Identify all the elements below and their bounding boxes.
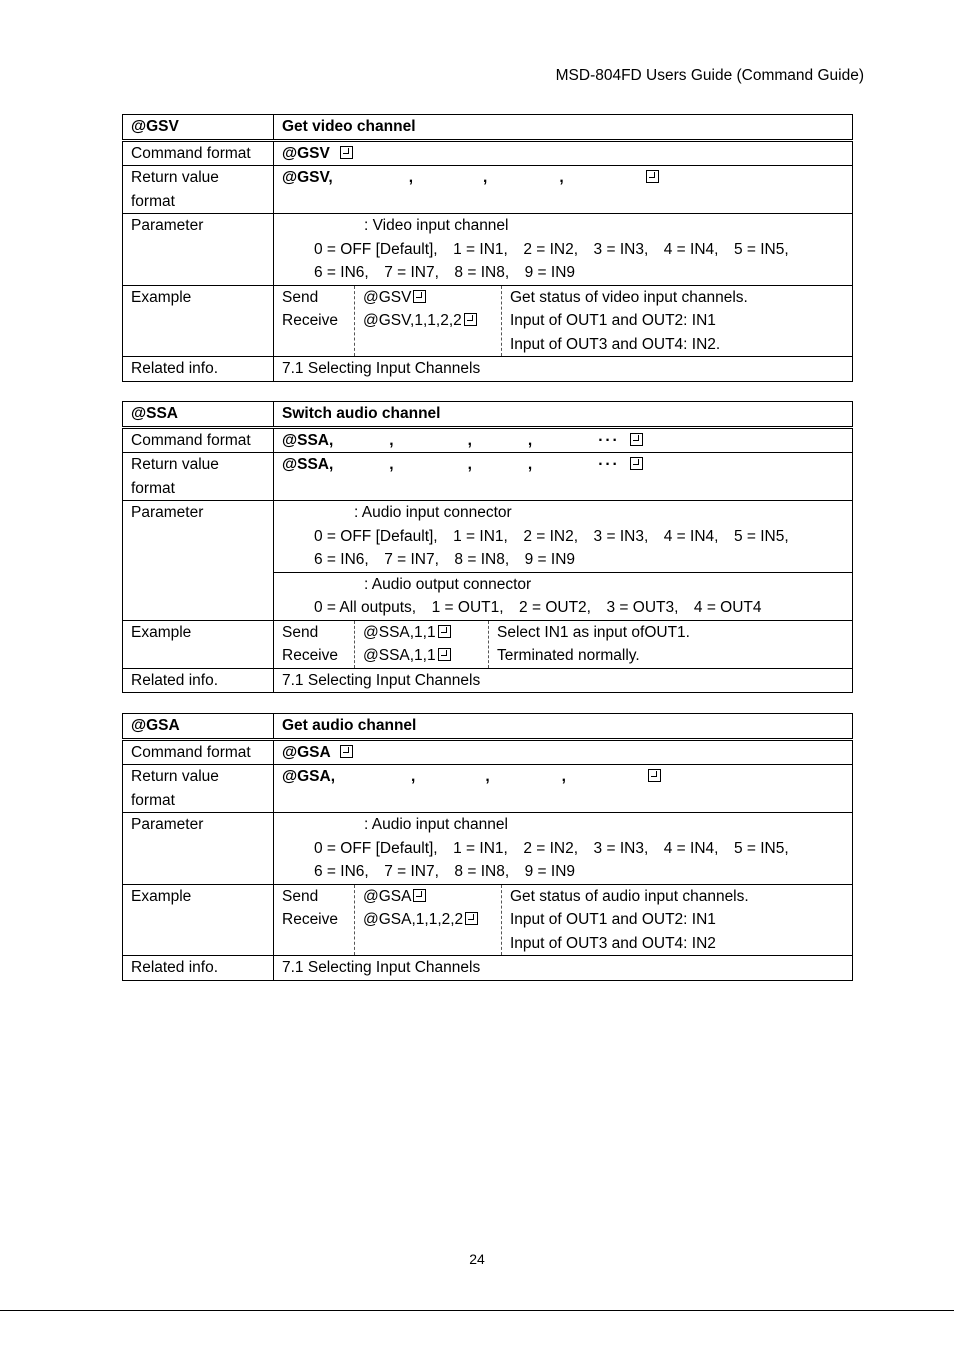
- ssa-param1-values-1: 0 = OFF [Default], 1 = IN1, 2 = IN2, 3 = IN3, 4 = IN4, 5 = IN5,: [314, 527, 789, 545]
- comma: ,: [467, 456, 472, 473]
- return-key-icon: [340, 146, 353, 159]
- gsv-param-values-2: 6 = IN6, 7 = IN7, 8 = IN8, 9 = IN9: [314, 264, 576, 281]
- gsv-parameter: [274, 214, 853, 286]
- example-label: Example: [123, 884, 274, 956]
- ssa-example-send: @SSA,1,1: [363, 623, 436, 641]
- return-key-icon: [438, 648, 451, 661]
- gsv-param-desc: : Video input channel: [364, 217, 509, 234]
- return-key-icon: [464, 313, 477, 326]
- ssa-parameter-output: [274, 572, 853, 620]
- gsa-param-desc: : Audio input channel: [364, 816, 508, 833]
- ssa-param2-values-1: 0 = All outputs, 1 = OUT1, 2 = OUT2, 3 = OUT3, 4 = OUT4: [314, 599, 762, 616]
- comma: ,: [559, 169, 564, 186]
- page-number: 24: [469, 1251, 485, 1267]
- parameter-label: Parameter: [123, 214, 274, 286]
- ssa-return-format: [274, 453, 853, 501]
- command-format-label: Command format: [123, 140, 274, 166]
- gsa-param-values-2: 6 = IN6, 7 = IN7, 8 = IN8, 9 = IN9: [314, 863, 576, 880]
- gsa-param-values-1: 0 = OFF [Default], 1 = IN1, 2 = IN2, 3 = IN3, 4 = IN4, 5 = IN5,: [314, 839, 789, 857]
- comma: ,: [527, 456, 533, 473]
- return-value-label-line1: Return value: [131, 456, 219, 473]
- gsv-example-receive: @GSV,1,1,2,2: [363, 312, 462, 329]
- gsv-example-desc-3: Input of OUT3 and OUT4: IN2.: [510, 335, 721, 353]
- ellipsis: ···: [598, 456, 620, 473]
- ssa-command-format: [274, 427, 853, 453]
- return-key-icon: [340, 745, 353, 758]
- ssa-param1-desc: : Audio input connector: [354, 504, 512, 521]
- return-key-icon: [630, 457, 643, 470]
- gsv-example-send: @GSV: [363, 288, 412, 306]
- return-value-label: [123, 765, 274, 813]
- gsv-command-table: [122, 114, 853, 382]
- return-value-label: [123, 166, 274, 214]
- return-value-label-line1: Return value: [131, 169, 219, 186]
- gsv-example-desc-1: Get status of video input channels.: [510, 288, 748, 306]
- comma: ,: [411, 768, 416, 785]
- ssa-related-info: 7.1 Selecting Input Channels: [274, 668, 853, 693]
- gsa-example-desc-2: Input of OUT1 and OUT2: IN1: [510, 911, 716, 928]
- comma: ,: [467, 431, 472, 449]
- gsa-command-table: [122, 713, 853, 981]
- gsa-example-receive: @GSA,1,1,2,2: [363, 911, 464, 928]
- return-key-icon: [438, 625, 451, 638]
- gsv-return-format: [274, 166, 853, 214]
- gsv-example-desc-2: Input of OUT1 and OUT2: IN1: [510, 312, 716, 329]
- gsv-command-format: [274, 140, 853, 166]
- ssa-return-text: @SSA,: [282, 456, 334, 473]
- gsa-example: [274, 884, 853, 956]
- gsv-example: [274, 285, 853, 357]
- gsv-related-info: 7.1 Selecting Input Channels: [274, 357, 853, 382]
- gsv-command-title: Get video channel: [274, 115, 853, 141]
- gsa-parameter: [274, 813, 853, 885]
- ssa-param1-values-2: 6 = IN6, 7 = IN7, 8 = IN8, 9 = IN9: [314, 551, 576, 568]
- return-key-icon: [413, 889, 426, 902]
- example-label: Example: [123, 285, 274, 357]
- gsa-command-name: @GSA: [123, 714, 274, 740]
- gsv-return-text: @GSV,: [282, 169, 333, 186]
- comma: ,: [527, 431, 533, 449]
- return-value-label: [123, 453, 274, 501]
- comma: ,: [561, 768, 566, 785]
- gsv-command-text: @GSV: [282, 144, 330, 162]
- gsa-related-info: 7.1 Selecting Input Channels: [274, 956, 853, 981]
- send-label: Send: [282, 887, 319, 905]
- gsa-return-format: [274, 765, 853, 813]
- related-info-label: Related info.: [123, 668, 274, 693]
- return-value-label-line1: Return value: [131, 768, 219, 785]
- return-key-icon: [646, 170, 659, 183]
- comma: ,: [389, 431, 394, 449]
- parameter-label: Parameter: [123, 813, 274, 885]
- gsa-command-title: Get audio channel: [274, 714, 853, 740]
- return-value-label-line2: format: [131, 192, 175, 210]
- related-info-label: Related info.: [123, 956, 274, 981]
- receive-label: Receive: [282, 312, 338, 329]
- receive-label: Receive: [282, 647, 338, 664]
- comma: ,: [408, 169, 414, 186]
- ssa-example-desc-2: Terminated normally.: [497, 647, 640, 664]
- send-label: Send: [282, 623, 319, 641]
- send-label: Send: [282, 288, 319, 306]
- ssa-example-desc-1: Select IN1 as input ofOUT1.: [497, 623, 690, 641]
- gsa-return-text: @GSA,: [282, 768, 336, 785]
- ssa-param2-desc: : Audio output connector: [364, 575, 532, 593]
- gsa-example-desc-3: Input of OUT3 and OUT4: IN2: [510, 934, 716, 952]
- return-key-icon: [630, 433, 643, 446]
- receive-label: Receive: [282, 911, 338, 928]
- parameter-label: Parameter: [123, 501, 274, 621]
- gsa-example-send: @GSA: [363, 887, 412, 905]
- comma: ,: [485, 768, 490, 785]
- command-format-label: Command format: [123, 427, 274, 453]
- example-label: Example: [123, 620, 274, 668]
- return-value-label-line2: format: [131, 479, 175, 497]
- ssa-parameter-input: [274, 501, 853, 573]
- command-format-label: Command format: [123, 739, 274, 765]
- gsv-param-values-1: 0 = OFF [Default], 1 = IN1, 2 = IN2, 3 = IN3, 4 = IN4, 5 = IN5,: [314, 240, 789, 258]
- footer-divider: [0, 1310, 954, 1311]
- ssa-command-name: @SSA: [123, 402, 274, 428]
- ellipsis: ···: [598, 431, 620, 449]
- return-key-icon: [465, 912, 478, 925]
- ssa-command-table: [122, 401, 853, 693]
- comma: ,: [483, 169, 488, 186]
- gsv-command-name: @GSV: [123, 115, 274, 141]
- ssa-example: [274, 620, 853, 668]
- gsa-command-text: @GSA: [282, 743, 331, 761]
- gsa-command-format: [274, 739, 853, 765]
- ssa-example-receive: @SSA,1,1: [363, 647, 436, 664]
- ssa-command-title: Switch audio channel: [274, 402, 853, 428]
- document-header-title: MSD-804FD Users Guide (Command Guide): [555, 67, 864, 84]
- return-key-icon: [648, 769, 661, 782]
- gsa-example-desc-1: Get status of audio input channels.: [510, 887, 749, 905]
- return-key-icon: [413, 290, 426, 303]
- related-info-label: Related info.: [123, 357, 274, 382]
- return-value-label-line2: format: [131, 791, 175, 809]
- comma: ,: [389, 456, 394, 473]
- ssa-command-text: @SSA,: [282, 431, 334, 449]
